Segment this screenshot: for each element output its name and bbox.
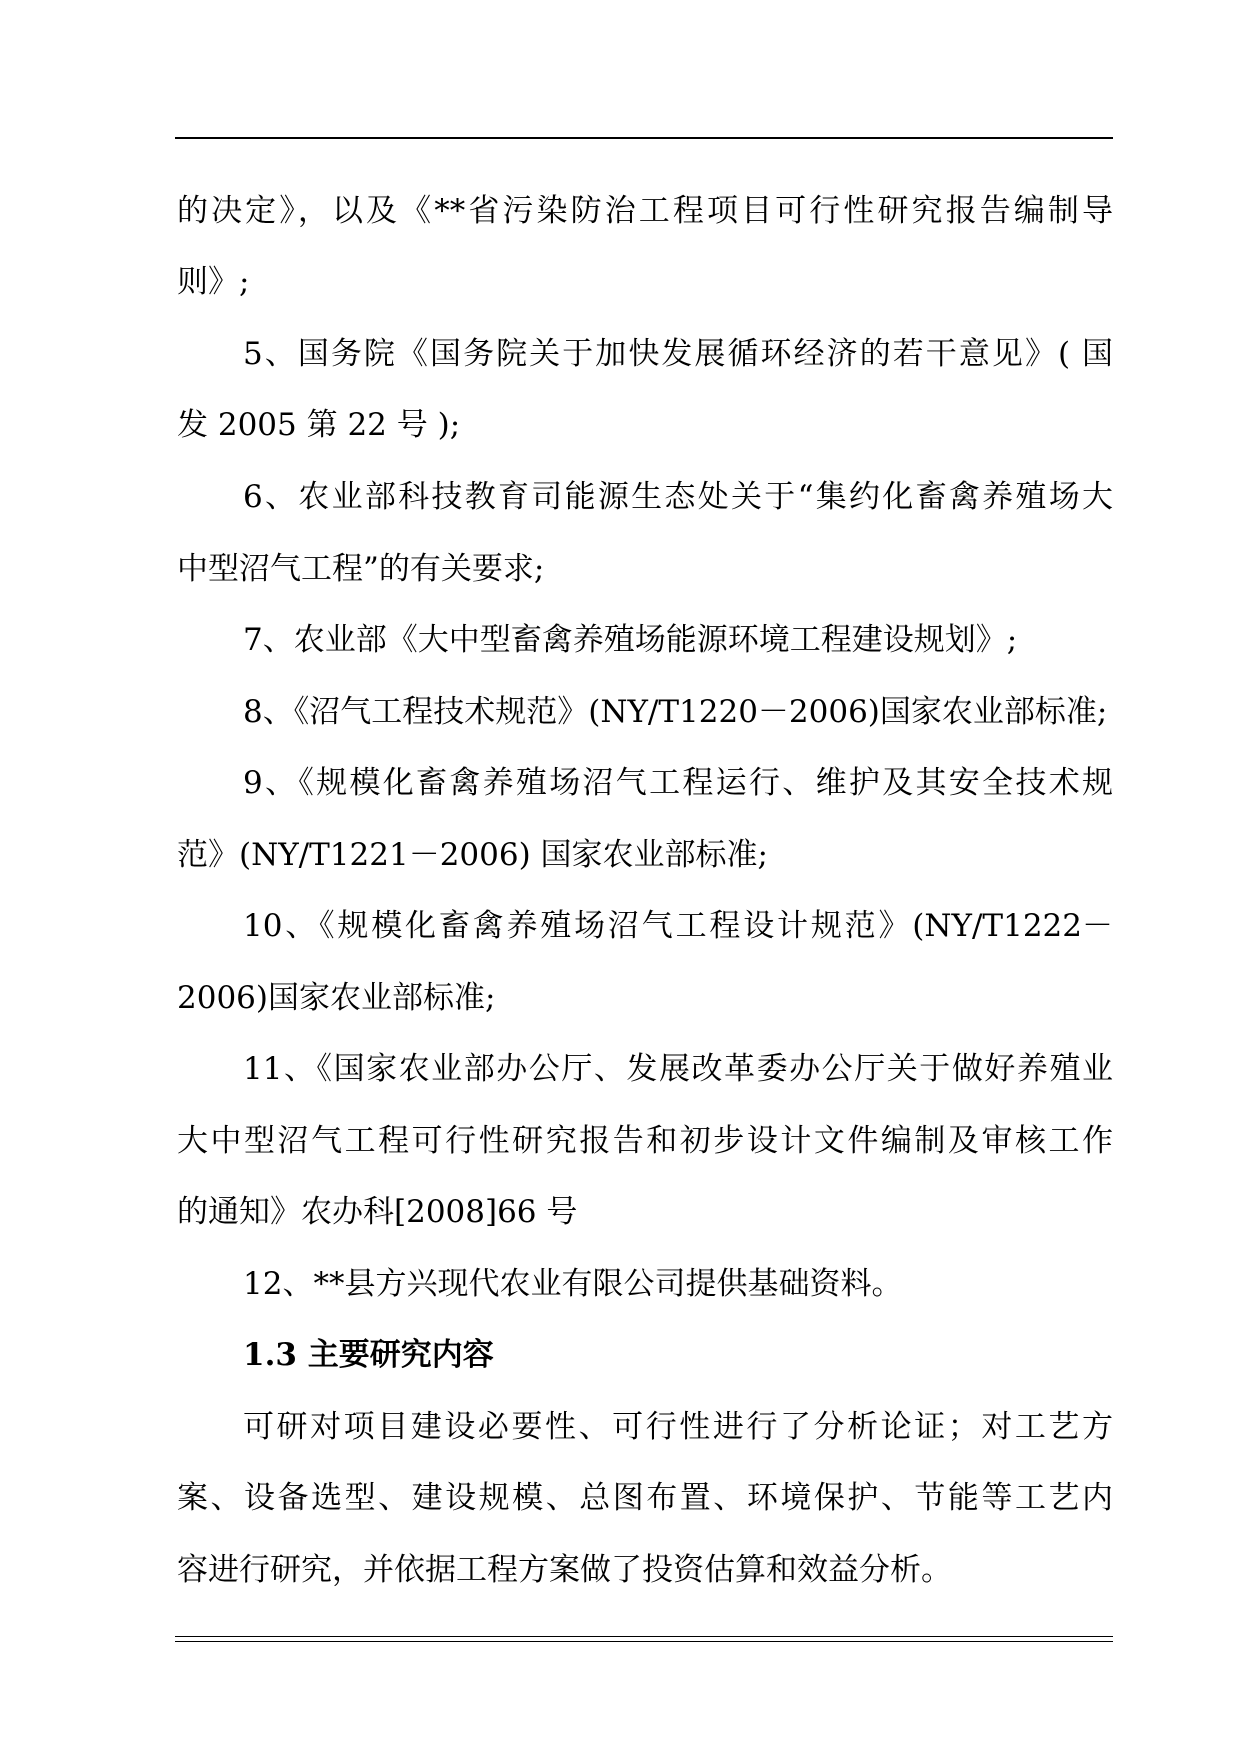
body-line: 范》(NY/T1221－2006) 国家农业部标准; xyxy=(177,837,768,873)
list-item-12: 12、**县方兴现代农业有限公司提供基础资料。 xyxy=(243,1266,903,1302)
footer-rule xyxy=(175,1636,1113,1642)
list-item-9: 9、《规模化畜禽养殖场沼气工程运行、维护及其安全技术规 xyxy=(243,765,1113,801)
header-rule xyxy=(175,137,1113,139)
list-item-11: 11、《国家农业部办公厅、发展改革委办公厅关于做好养殖业 xyxy=(243,1051,1113,1087)
section-paragraph-line: 案、设备选型、建设规模、总图布置、环境保护、节能等工艺内 xyxy=(177,1480,1113,1516)
body-line: 发 2005 第 22 号 ); xyxy=(177,407,461,443)
section-paragraph-line: 容进行研究，并依据工程方案做了投资估算和效益分析。 xyxy=(177,1552,952,1588)
body-line: 则》; xyxy=(177,264,250,300)
body-line: 的通知》农办科[2008]66 号 xyxy=(177,1194,578,1230)
section-heading: 1.3 主要研究内容 xyxy=(243,1337,494,1373)
body-line: 的决定》，以及《**省污染防治工程项目可行性研究报告编制导 xyxy=(177,193,1113,229)
list-item-10: 10、《规模化畜禽养殖场沼气工程设计规范》(NY/T1222－ xyxy=(243,908,1113,944)
body-line: 2006)国家农业部标准; xyxy=(177,980,496,1016)
body-line: 中型沼气工程”的有关要求; xyxy=(177,551,545,587)
list-item-7: 7、农业部《大中型畜禽养殖场能源环境工程建设规划》; xyxy=(243,622,1018,658)
list-item-6: 6、农业部科技教育司能源生态处关于“集约化畜禽养殖场大 xyxy=(243,479,1113,515)
section-paragraph-line: 可研对项目建设必要性、可行性进行了分析论证；对工艺方 xyxy=(243,1409,1113,1445)
list-item-5: 5、国务院《国务院关于加快发展循环经济的若干意见》( 国 xyxy=(243,336,1113,372)
list-item-8: 8、《沼气工程技术规范》(NY/T1220－2006)国家农业部标准; xyxy=(243,694,1108,730)
body-line: 大中型沼气工程可行性研究报告和初步设计文件编制及审核工作 xyxy=(177,1123,1113,1159)
